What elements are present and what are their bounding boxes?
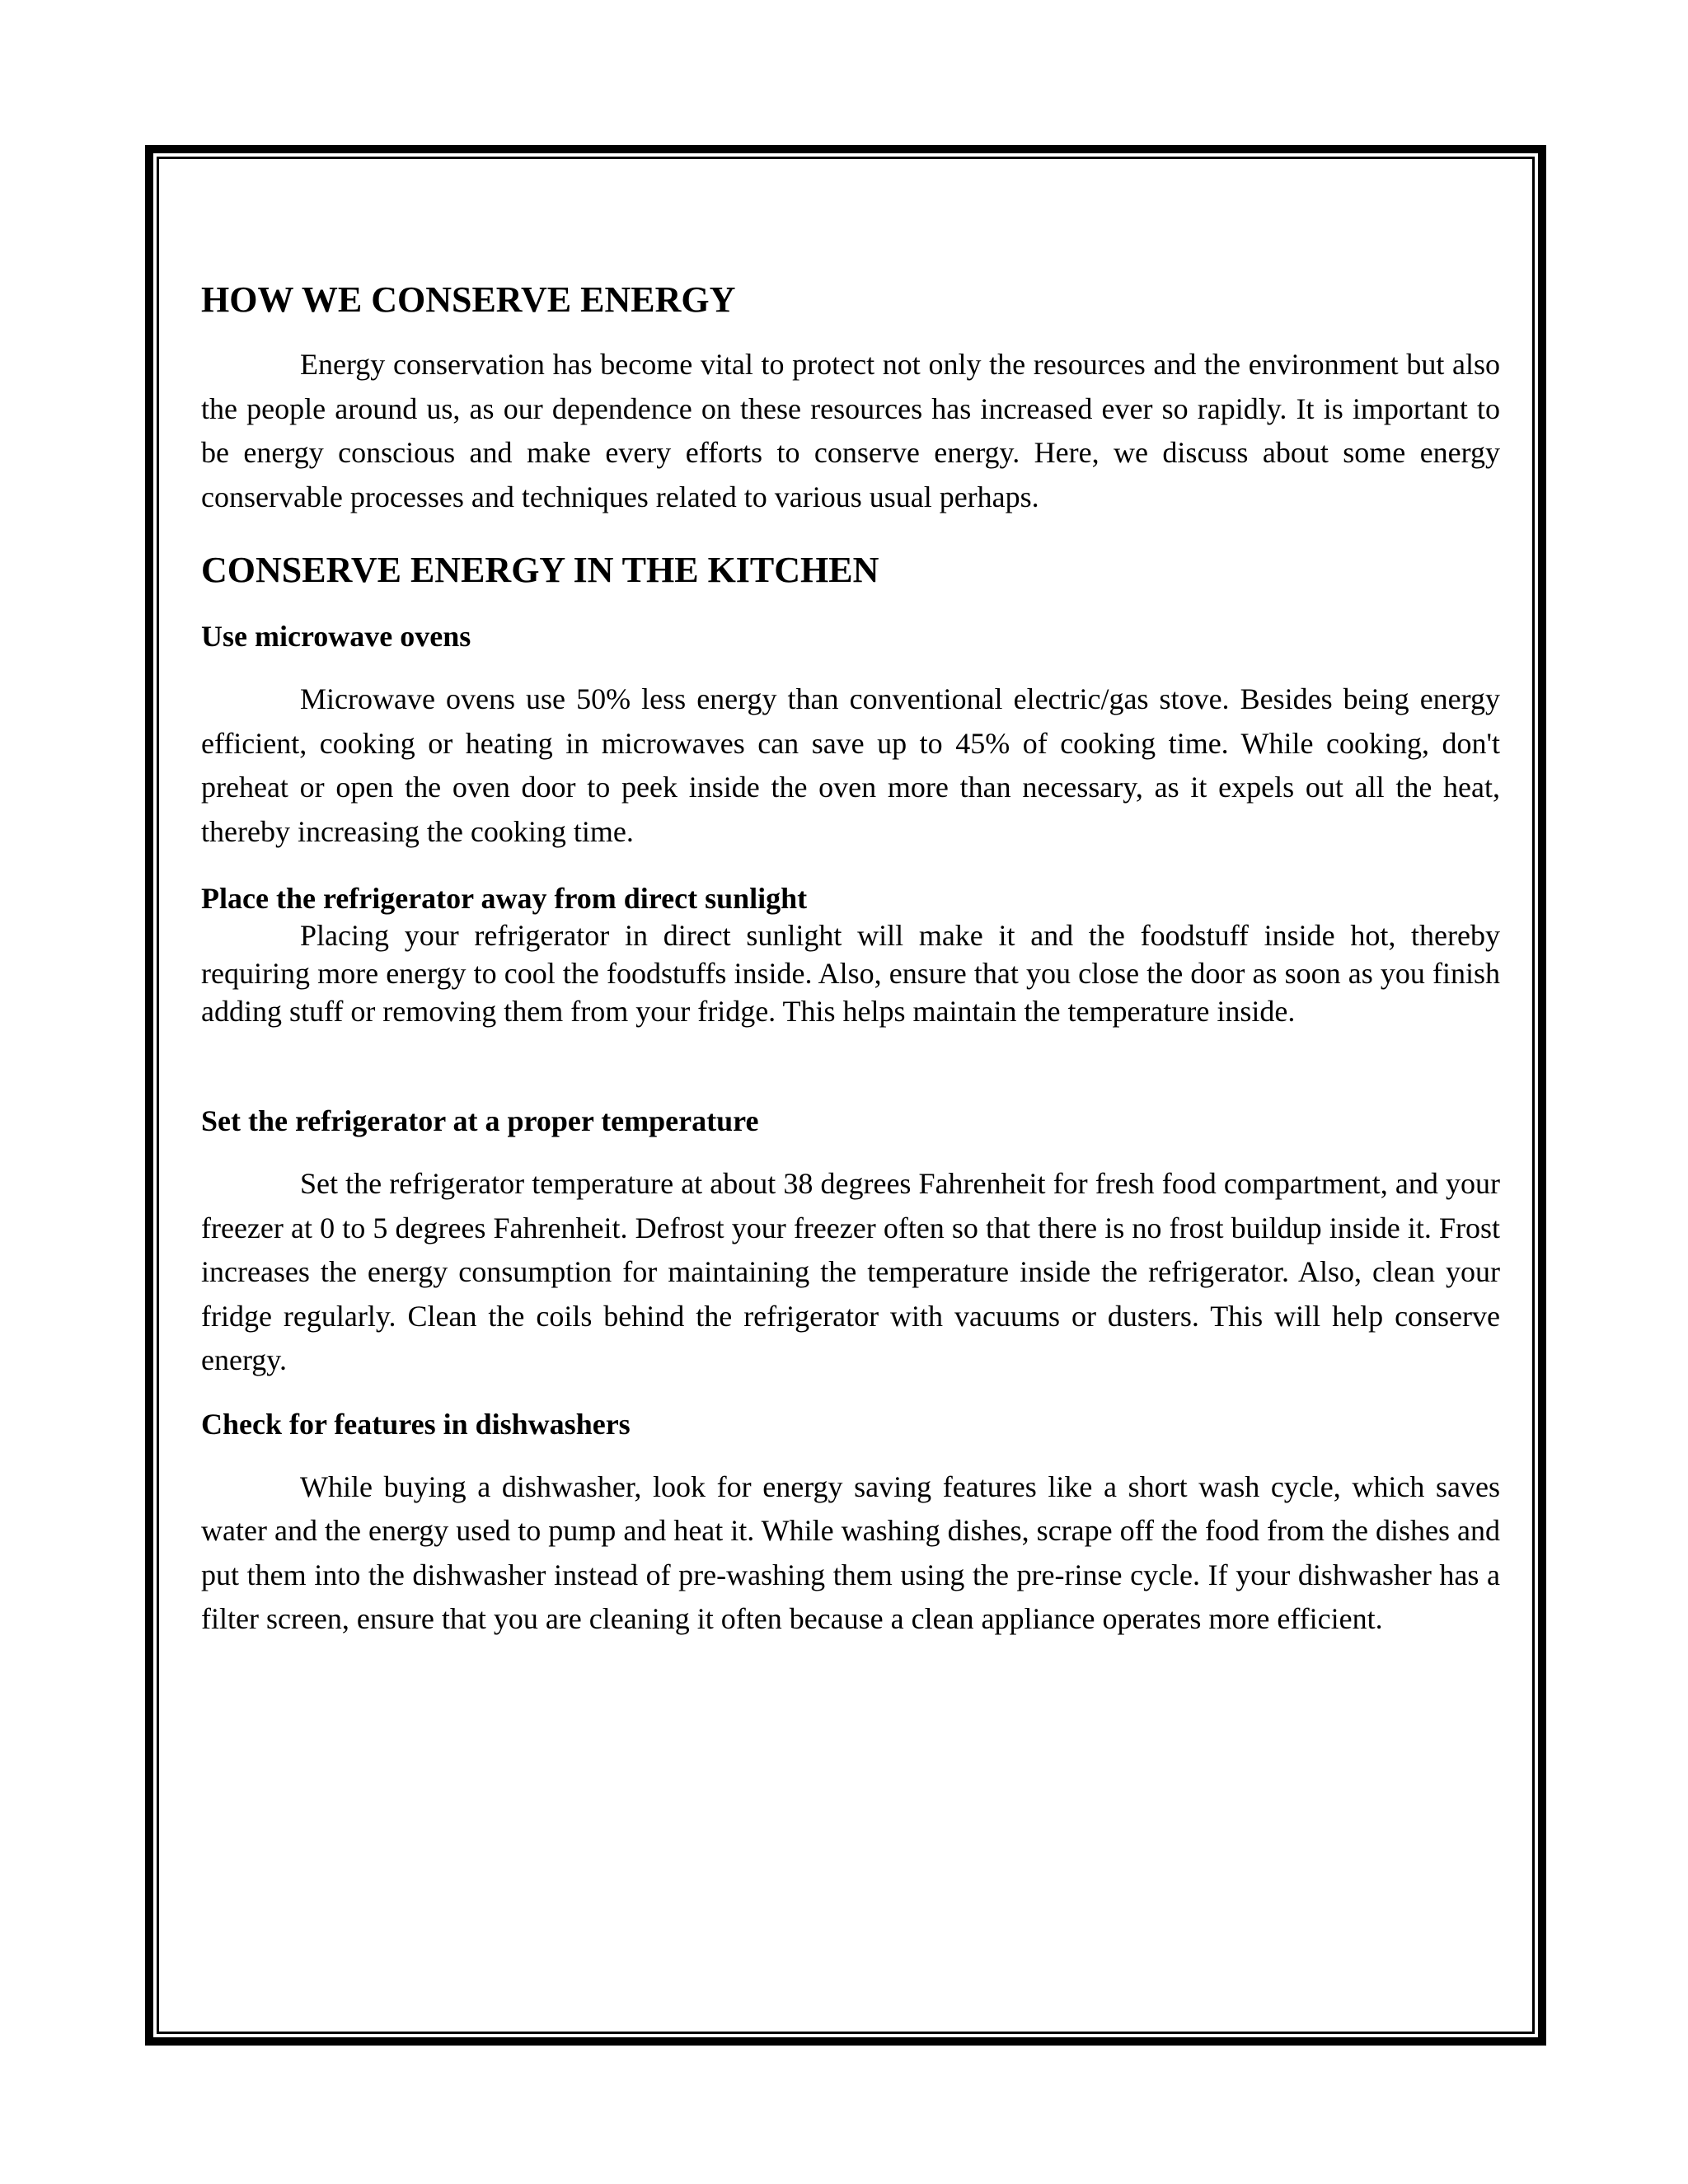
subheading-dishwasher: Check for features in dishwashers [201, 1407, 631, 1441]
document-body [201, 272, 1500, 1642]
paragraph-microwave: Microwave ovens use 50% less energy than conventional electric/gas stove. Besides being energy efficient, cooking or heating in microwaves can save up to 45% of cooking time. While cooking, don't preheat or open the oven door to peek inside the oven more than necessary, as it expels out all the heat, thereby increasing the cooking time. [201, 682, 1500, 848]
page-title: HOW WE CONSERVE ENERGY [201, 279, 736, 320]
section-heading-kitchen: CONSERVE ENERGY IN THE KITCHEN [201, 550, 879, 590]
paragraph-dishwasher: While buying a dishwasher, look for energy saving features like a short wash cycle, which saves water and the energy used to pump and heat it. While washing dishes, scrape off the food from the dishes and put them into the dishwasher instead of pre-washing them using the pre-rinse cycle. If your dishwasher has a filter screen, ensure that you are cleaning it often because a clean appliance operates more efficient. [201, 1469, 1500, 1635]
subheading-microwave: Use microwave ovens [201, 620, 471, 653]
paragraph-refrigerator-temperature: Set the refrigerator temperature at about 38 degrees Fahrenheit for fresh food compartment, and your freezer at 0 to 5 degrees Fahrenheit. Defrost your freezer often so that there is no frost buildup inside it. Frost increases the energy consumption for maintaining the temperature inside the refrigerator. Also, clean your fridge regularly. Clean the coils behind the refrigerator with vacuums or dusters. This will help conserve energy. [201, 1167, 1500, 1376]
subheading-refrigerator-sunlight: Place the refrigerator away from direct sunlight [201, 882, 808, 915]
paragraph-refrigerator-sunlight: Placing your refrigerator in direct sunlight will make it and the foodstuff inside hot, thereby requiring more energy to cool the foodstuffs inside. Also, ensure that you close the door as soon as you finish adding stuff or removing them from your fridge. This helps maintain the temperature inside. [201, 919, 1500, 1028]
intro-paragraph: Energy conservation has become vital to protect not only the resources and the environment but also the people around us, as our dependence on these resources has increased ever so rapidly. It is important to be energy conscious and make every efforts to conserve energy. Here, we discuss about some energy conservable processes and techniques related to various usual perhaps. [201, 348, 1500, 513]
subheading-refrigerator-temperature: Set the refrigerator at a proper temperature [201, 1104, 759, 1137]
